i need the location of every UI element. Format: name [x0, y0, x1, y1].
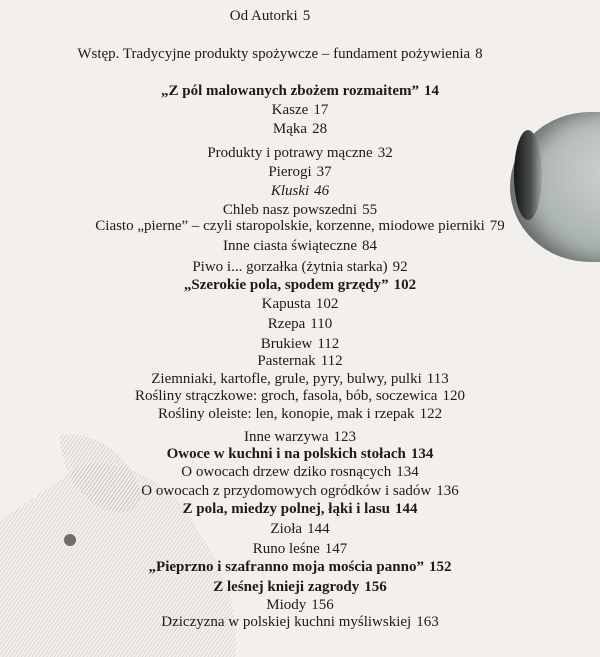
toc-entry-title: Kapusta	[261, 296, 311, 312]
toc-entry-page-number: 113	[426, 371, 449, 387]
toc-entry-title: Miody	[266, 597, 307, 613]
toc-entry	[0, 352, 600, 370]
toc-entry-title: „Z pól malowanych zbożem rozmaitem”	[160, 83, 420, 99]
toc-entry-page-number: 102	[393, 277, 417, 293]
toc-entry-page-number: 112	[317, 336, 340, 352]
toc-entry-title: Rośliny oleiste: len, konopie, mak i rzepak	[157, 406, 415, 422]
toc-entry-title: Rzepa	[267, 316, 306, 332]
toc-entry-page-number: 144	[395, 501, 418, 517]
toc-entry-page-number: 84	[362, 238, 378, 254]
toc-entry	[0, 182, 600, 200]
toc-entry	[0, 428, 600, 446]
toc-entry	[0, 558, 600, 576]
toc-entry-page-number: 46	[314, 183, 330, 199]
toc-entry	[0, 482, 600, 500]
toc-entry-page-number: 134	[410, 446, 434, 462]
toc-entry-page-number: 134	[396, 464, 419, 480]
toc-entry-page-number: 8	[475, 46, 483, 62]
toc-entry-title: Kasze	[271, 102, 309, 118]
toc-entry	[0, 387, 600, 405]
toc-entry	[0, 7, 570, 25]
toc-entry-title: Pierogi	[268, 164, 312, 180]
toc-entry-title: Z leśnej knieji zagrody	[213, 579, 360, 595]
toc-entry-page-number: 32	[377, 145, 393, 161]
toc-entry	[0, 144, 600, 162]
toc-entry-title: Pasternak	[257, 353, 316, 369]
toc-entry-title: Od Autorki	[229, 8, 298, 24]
toc-entry-title: Brukiew	[260, 336, 313, 352]
toc-entry	[0, 520, 600, 538]
toc-entry-page-number: 55	[362, 202, 378, 218]
toc-entry-page-number: 112	[320, 353, 343, 369]
toc-entry-title: Chleb nasz powszedni	[222, 202, 358, 218]
toc-entry-page-number: 28	[312, 121, 328, 137]
toc-entry	[0, 405, 600, 423]
toc-entry-title: Runo leśne	[252, 541, 320, 557]
toc-entry-page-number: 156	[364, 579, 387, 595]
toc-entry	[0, 500, 600, 518]
toc-entry-title: Kluski	[270, 183, 310, 199]
toc-entry-title: Piwo i... gorzałka (żytnia starka)	[192, 259, 388, 275]
toc-entry-title: Ziemniaki, kartofle, grule, pyry, bulwy, pulki	[151, 371, 422, 387]
toc-entry-title: „Pieprzno i szafranno moja mościa panno”	[148, 559, 424, 575]
toc-entry-page-number: 163	[416, 614, 439, 630]
toc-entry-page-number: 144	[307, 521, 330, 537]
toc-entry	[0, 463, 600, 481]
toc-entry	[0, 445, 600, 463]
toc-entry-title: O owocach z przydomowych ogródków i sadów	[141, 483, 432, 499]
toc-entry	[0, 596, 600, 614]
toc-entry-page-number: 102	[315, 296, 339, 312]
toc-entry-page-number: 152	[428, 559, 452, 575]
toc-entry-title: Zioła	[270, 521, 303, 537]
toc-entry-page-number: 110	[310, 316, 333, 332]
toc-entry-page-number: 14	[424, 83, 440, 99]
toc-entry-page-number: 37	[316, 164, 332, 180]
toc-entry	[0, 276, 600, 294]
toc-entry	[0, 295, 600, 313]
toc-entry-page-number: 122	[419, 406, 443, 422]
toc-entry-title: Ciasto „pierne” – czyli staropolskie, korzenne, miodowe pierniki	[95, 218, 485, 234]
toc-entry-page-number: 5	[302, 8, 311, 24]
toc-entry-page-number: 92	[392, 259, 408, 275]
toc-entry	[0, 258, 600, 276]
toc-entry-page-number: 147	[324, 541, 348, 557]
toc-entry	[0, 335, 600, 353]
toc-entry	[0, 82, 600, 100]
toc-entry-title: Mąka	[272, 121, 308, 137]
toc-entry	[0, 578, 600, 596]
toc-entry-title: Dziczyzna w polskiej kuchni myśliwskiej	[161, 614, 412, 630]
toc-entry-title: Wstęp. Tradycyjne produkty spożywcze – fundament pożywienia	[77, 46, 471, 62]
toc-entry	[0, 120, 600, 138]
toc-entry-title: Inne ciasta świąteczne	[222, 238, 358, 254]
toc-entry-page-number: 136	[436, 483, 459, 499]
toc-entry-title: Inne warzywa	[243, 429, 329, 445]
toc-entry-page-number: 156	[311, 597, 334, 613]
toc-entry-page-number: 123	[333, 429, 357, 445]
toc-entry-title: O owocach drzew dziko rosnących	[181, 464, 392, 480]
toc-entry	[0, 45, 580, 63]
toc-entry-title: Produkty i potrawy mączne	[207, 145, 373, 161]
toc-entry	[0, 315, 600, 333]
toc-entry	[0, 163, 600, 181]
toc-entry	[0, 101, 600, 119]
toc-entry	[0, 613, 600, 631]
toc-entry-title: Owoce w kuchni i na polskich stołach	[166, 446, 406, 462]
toc-entry-title: Z pola, miedzy polnej, łąki i lasu	[182, 501, 391, 517]
toc-entry-page-number: 120	[442, 388, 465, 404]
toc-entry	[0, 540, 600, 558]
toc-entry	[0, 217, 600, 235]
toc-entry	[0, 370, 600, 388]
toc-entry-page-number: 17	[313, 102, 329, 118]
toc-entry-title: „Szerokie pola, spodem grzędy”	[183, 277, 389, 293]
toc-entry	[0, 237, 600, 255]
toc-entry-title: Rośliny strączkowe: groch, fasola, bób, soczewica	[135, 388, 438, 404]
toc-entry-page-number: 79	[489, 218, 505, 234]
